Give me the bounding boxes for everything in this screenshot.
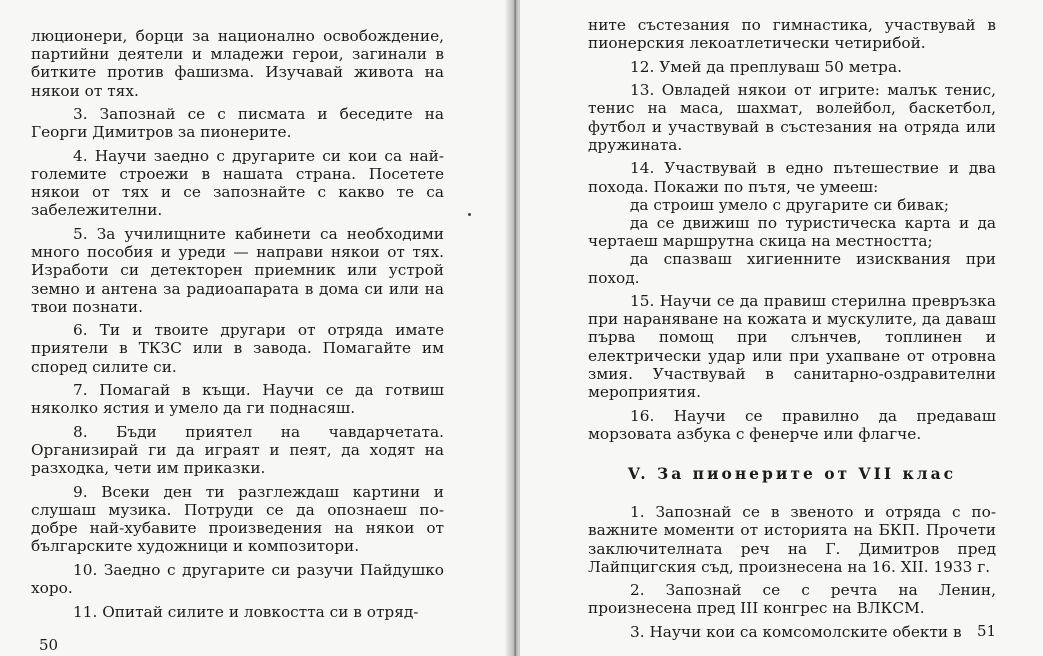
right-page-paragraphs bbox=[588, 16, 996, 443]
paragraph: 8. Бъди приятел на чавдарчетата. Организирай ги да играят и пеят, да ходят на разходка, чети им приказки. bbox=[31, 422, 444, 478]
left-page bbox=[0, 0, 512, 656]
paragraph: 7. Помагай в къщи. Научи се да готвиш няколко ястия и умело да ги поднасяш. bbox=[31, 381, 444, 418]
right-page-paragraphs-after bbox=[588, 503, 996, 641]
paragraph: да спазваш хигиенните изисквания при поход. bbox=[588, 250, 996, 287]
left-page-number: 50 bbox=[39, 636, 59, 654]
paragraph: 4. Научи заедно с другарите си кои са най-големите строежи в нашата страна. Посетете някои от тях и се запознайте с какво те са забележителни. bbox=[31, 146, 444, 220]
print-speck bbox=[468, 213, 471, 216]
paragraph: 11. Опитай силите и ловкостта си в отряд- bbox=[73, 602, 419, 621]
paragraph: да се движиш по туристическа карта и да чертаеш маршрутна скица на местността; bbox=[588, 213, 996, 251]
paragraph: 2. Запознай се с речта на Ленин, произнесена пред III конгрес на ВЛКСМ. bbox=[588, 581, 996, 618]
paragraph: 6. Ти и твоите другари от отряда имате приятели в ТКЗС или в завода. Помагайте им според силите си. bbox=[31, 321, 444, 376]
paragraph: 3. Научи кои са комсомолските обекти в bbox=[630, 622, 962, 641]
paragraph: 9. Всеки ден ти разглеждаш картини и слушаш музика. Потруди се да опознаеш по-добре най-хубавите произведения на някои от българските художници и композитори. bbox=[31, 482, 444, 556]
paragraph: люционери, борци за национално освобождение, партийни деятели и младежи герои, загинали в битките против фашизма. Изучавай живота на някои от тях. bbox=[31, 27, 444, 100]
paragraph: 14. Участвувай в едно пътешествие и два похода. Покажи по пътя, че умееш: bbox=[588, 159, 996, 196]
right-page bbox=[520, 0, 1043, 656]
paragraph: 1. Запознай се в звеното и отряда с по-важните моменти от историята на БКП. Прочети заключителната реч на Г. Димитров пред Лайпцигския съд, произнесена на 16. XII. 1933 г. bbox=[588, 503, 996, 576]
right-page-text bbox=[588, 16, 996, 646]
paragraph: 13. Овладей някои от игрите: малък тенис, тенис на маса, шахмат, волейбол, баскетбол, футбол и участвувай в състезания на отряда или дружината. bbox=[588, 81, 996, 154]
right-page-number: 51 bbox=[977, 622, 997, 640]
paragraph: 10. Заедно с другарите си разучи Пайдушко хоро. bbox=[31, 560, 444, 598]
paragraph: 16. Научи се правилно да предаваш морзовата азбука с фенерче или флагче. bbox=[588, 406, 996, 443]
paragraph: да строиш умело с другарите си бивак; bbox=[630, 195, 950, 214]
paragraph: 5. За училищните кабинети са необходими много пособия и уреди — направи някои от тях. Изработи си детекторен приемник или устрой земно и антена за радиоапарата в дома си или на твои познати. bbox=[31, 224, 444, 316]
paragraph: 3. Запознай се с писмата и беседите на Георги Димитров за пионерите. bbox=[31, 105, 444, 142]
paragraph: ните състезания по гимнастика, участвувай в пионерския лекоатлетически четирибой. bbox=[588, 16, 996, 53]
paragraph: 12. Умей да преплуваш 50 метра. bbox=[630, 57, 902, 76]
left-page-text bbox=[31, 27, 444, 626]
section-heading: V. За пионерите от VII клас bbox=[627, 463, 957, 483]
paragraph: 15. Научи се да правиш стерилна превръзка при нараняване на кожата и мускулите, да даваш първа помощ при слънчев, топлинен и електрически удар или при ухапване от отровна змия. Участвувай в санитарно-оздравителни мероприятия. bbox=[588, 292, 996, 402]
